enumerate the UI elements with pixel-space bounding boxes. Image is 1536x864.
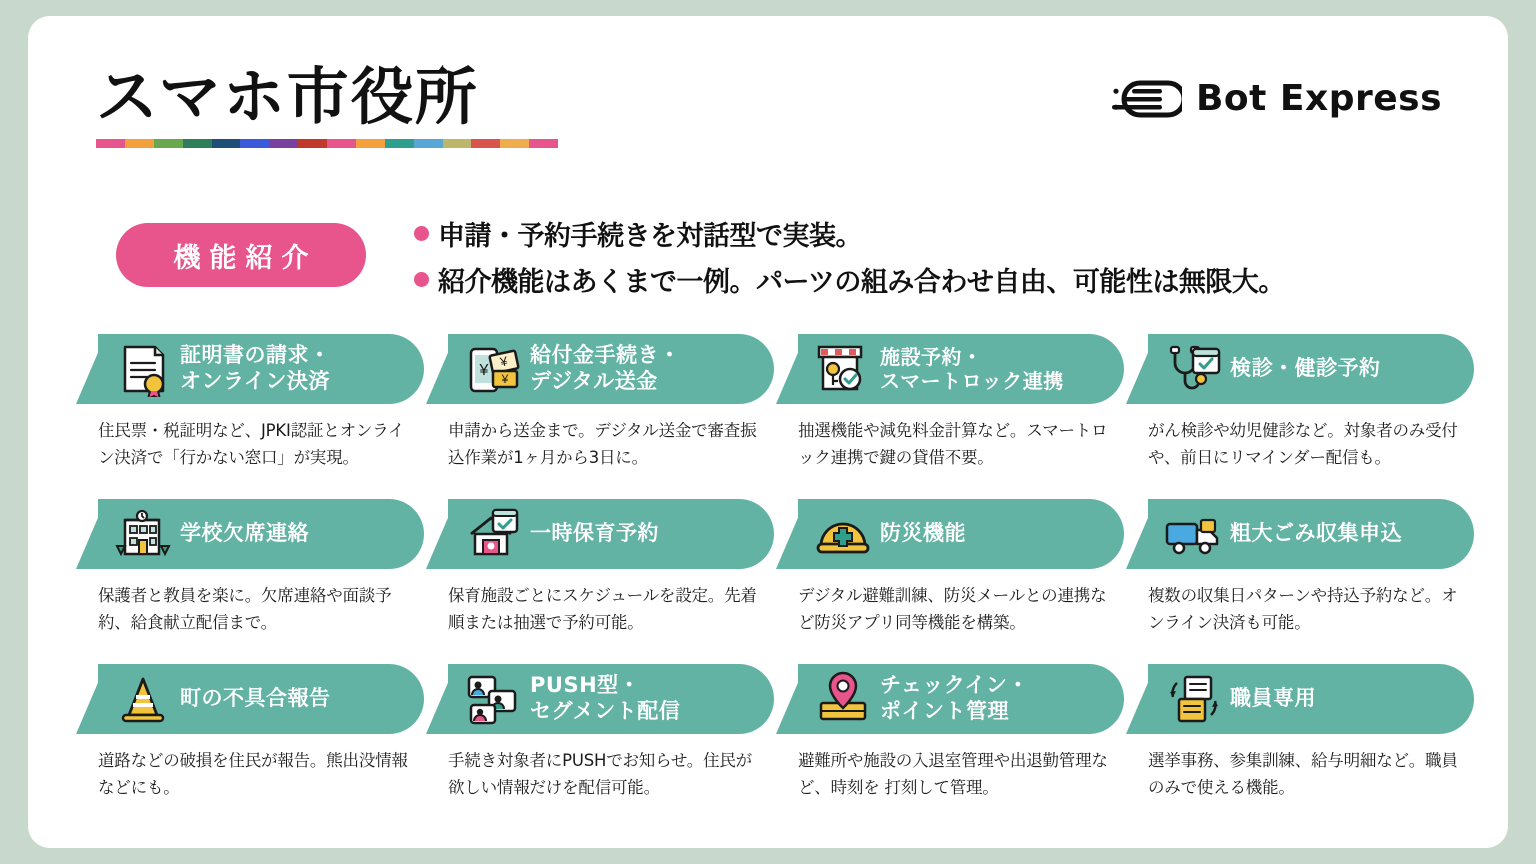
logo-bar-segment bbox=[298, 139, 327, 148]
feature-banner[interactable] bbox=[448, 499, 774, 569]
feature-title-line2: デジタル送金 bbox=[530, 369, 658, 393]
feature-banner[interactable] bbox=[98, 499, 424, 569]
feature-description: 道路などの破損を住民が報告。熊出没情報などにも。 bbox=[98, 751, 408, 797]
feature-cell bbox=[798, 664, 1148, 829]
feature-grid bbox=[98, 334, 1498, 829]
feature-title-line1: 給付金手続き・ bbox=[530, 343, 681, 368]
logo-bar-segment bbox=[154, 139, 183, 148]
feature-description: 申請から送金まで。デジタル送金で審査振込作業が1ヶ月から3日に。 bbox=[448, 421, 757, 467]
nursery-house-icon bbox=[456, 503, 530, 565]
feature-title-line1: 検診・健診予約 bbox=[1230, 356, 1381, 381]
feature-title bbox=[180, 343, 331, 394]
logo-bar-segment bbox=[183, 139, 212, 148]
feature-title bbox=[880, 345, 1064, 394]
shop-key-icon bbox=[806, 338, 880, 400]
smartphone-money-icon bbox=[456, 338, 530, 400]
feature-title bbox=[1230, 356, 1381, 382]
stethoscope-calendar-icon bbox=[1156, 338, 1230, 400]
speed-lines-icon bbox=[1110, 79, 1182, 119]
feature-title bbox=[530, 343, 681, 394]
feature-title bbox=[880, 673, 1029, 724]
feature-title bbox=[530, 521, 659, 547]
document-refresh-icon bbox=[1156, 668, 1230, 730]
svg-text:¥: ¥ bbox=[479, 362, 489, 379]
feature-title bbox=[180, 521, 309, 547]
feature-description: がん検診や幼児健診など。対象者のみ受付や、前日にリマインダー配信も。 bbox=[1148, 421, 1458, 467]
feature-banner[interactable] bbox=[798, 334, 1124, 404]
bullet-dot-icon bbox=[414, 226, 429, 241]
section-label-pill: 機能紹介 bbox=[116, 223, 366, 287]
bullet-text: 紹介機能はあくまで一例。パーツの組み合わせ自由、可能性は無限大。 bbox=[438, 267, 1285, 298]
feature-description: デジタル避難訓練、防災メールとの連携など防災アプリ同等機能を構築。 bbox=[798, 586, 1107, 632]
brand-lockup bbox=[1110, 78, 1442, 119]
push-message-icon bbox=[456, 668, 530, 730]
feature-cell bbox=[98, 334, 448, 499]
feature-cell bbox=[98, 664, 448, 829]
feature-banner[interactable] bbox=[98, 334, 424, 404]
bullet-text: 申請・予約手続きを対話型で実装。 bbox=[438, 221, 862, 252]
feature-title-line2: ポイント管理 bbox=[880, 699, 1009, 723]
logo-bar-segment bbox=[269, 139, 298, 148]
feature-title-line2: オンライン決済 bbox=[180, 369, 330, 393]
logo-bar-segment bbox=[212, 139, 241, 148]
bullet-list bbox=[414, 214, 1414, 306]
logo-bar-segment bbox=[240, 139, 269, 148]
logo-bar-segment bbox=[385, 139, 414, 148]
feature-title-line2: スマートロック連携 bbox=[880, 369, 1064, 393]
feature-title-line1: 防災機能 bbox=[880, 521, 966, 546]
bullet-dot-icon bbox=[414, 272, 429, 287]
logo-block bbox=[96, 60, 566, 148]
feature-title-line1: 学校欠席連絡 bbox=[180, 521, 309, 546]
page-title: スマホ市役所 bbox=[96, 60, 479, 133]
content-card bbox=[28, 16, 1508, 848]
feature-cell bbox=[1148, 664, 1498, 829]
feature-cell bbox=[448, 664, 798, 829]
feature-title-line1: 一時保育予約 bbox=[530, 521, 659, 546]
feature-description: 住民票・税証明など、JPKI認証とオンライン決済で「行かない窓口」が実現。 bbox=[98, 421, 405, 467]
feature-cell bbox=[448, 334, 798, 499]
feature-banner[interactable] bbox=[1148, 334, 1474, 404]
feature-description: 保護者と教員を楽に。欠席連絡や面談予約、給食献立配信まで。 bbox=[98, 586, 392, 632]
traffic-cone-icon bbox=[106, 668, 180, 730]
feature-description: 避難所や施設の入退室管理や出退勤管理など、時刻を 打刻して管理。 bbox=[798, 751, 1108, 797]
feature-banner[interactable] bbox=[798, 499, 1124, 569]
feature-cell bbox=[798, 334, 1148, 499]
feature-banner[interactable] bbox=[448, 334, 774, 404]
feature-cell bbox=[1148, 499, 1498, 664]
feature-description: 保育施設ごとにスケジュールを設定。先着順または抽選で予約可能。 bbox=[448, 586, 757, 632]
logo-bar-segment bbox=[327, 139, 356, 148]
feature-banner[interactable] bbox=[1148, 664, 1474, 734]
feature-banner[interactable] bbox=[1148, 499, 1474, 569]
feature-description: 抽選機能や減免料金計算など。スマートロック連携で鍵の貸借不要。 bbox=[798, 421, 1108, 467]
feature-title-line1: 町の不具合報告 bbox=[180, 686, 331, 711]
feature-title-line1: 職員専用 bbox=[1230, 686, 1316, 711]
garbage-truck-icon bbox=[1156, 503, 1230, 565]
logo-bar-segment bbox=[96, 139, 125, 148]
svg-text:¥: ¥ bbox=[501, 372, 509, 386]
feature-title-line1: 施設予約・ bbox=[880, 344, 983, 369]
feature-title-line2: セグメント配信 bbox=[530, 699, 681, 723]
logo-bar-segment bbox=[443, 139, 472, 148]
logo-color-bar bbox=[96, 139, 558, 148]
feature-title-line1: PUSH型・ bbox=[530, 673, 641, 698]
feature-cell bbox=[798, 499, 1148, 664]
logo-bar-segment bbox=[471, 139, 500, 148]
logo-bar-segment bbox=[529, 139, 558, 148]
safety-helmet-icon bbox=[806, 503, 880, 565]
feature-title-line1: 証明書の請求・ bbox=[180, 343, 331, 368]
feature-cell bbox=[1148, 334, 1498, 499]
logo-bar-segment bbox=[500, 139, 529, 148]
bullet-item bbox=[414, 214, 1414, 253]
feature-title bbox=[530, 673, 680, 724]
feature-title-line1: チェックイン・ bbox=[880, 673, 1029, 698]
location-pin-icon bbox=[806, 668, 880, 730]
feature-title bbox=[180, 686, 331, 712]
feature-banner[interactable] bbox=[798, 664, 1124, 734]
feature-title bbox=[1230, 521, 1402, 547]
svg-text:¥: ¥ bbox=[498, 353, 509, 370]
feature-banner[interactable] bbox=[98, 664, 424, 734]
feature-title bbox=[880, 521, 966, 547]
certificate-icon bbox=[106, 338, 180, 400]
logo-bar-segment bbox=[414, 139, 443, 148]
bullet-item bbox=[414, 260, 1414, 299]
feature-description: 複数の収集日パターンや持込予約など。オンライン決済も可能。 bbox=[1148, 586, 1458, 632]
logo-bar-segment bbox=[356, 139, 385, 148]
brand-name: Bot Express bbox=[1195, 78, 1442, 119]
school-building-icon bbox=[106, 503, 180, 565]
logo-bar-segment bbox=[125, 139, 154, 148]
feature-description: 手続き対象者にPUSHでお知らせ。住民が欲しい情報だけを配信可能。 bbox=[448, 751, 752, 797]
feature-cell bbox=[448, 499, 798, 664]
feature-title-line1: 粗大ごみ収集申込 bbox=[1230, 521, 1402, 546]
feature-cell bbox=[98, 499, 448, 664]
feature-banner[interactable] bbox=[448, 664, 774, 734]
feature-title bbox=[1230, 686, 1316, 712]
feature-description: 選挙事務、参集訓練、給与明細など。職員のみで使える機能。 bbox=[1148, 751, 1458, 797]
